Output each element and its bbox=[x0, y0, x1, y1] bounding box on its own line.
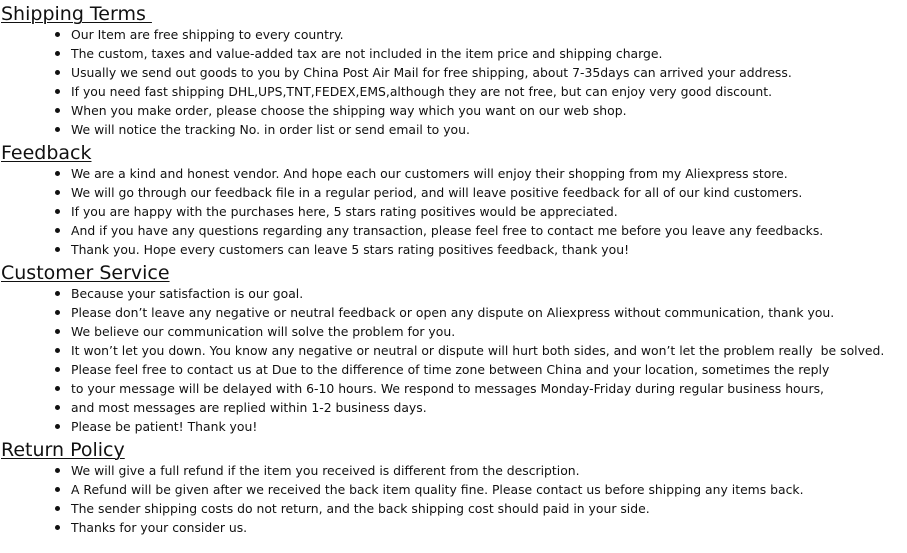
list-item-text: Thanks for your consider us. bbox=[71, 520, 248, 535]
bullet-icon bbox=[55, 506, 60, 511]
bullet-icon bbox=[55, 70, 60, 75]
list-item bbox=[0, 101, 907, 120]
list-item-text: Thank you. Hope every customers can leave 5 stars rating positives feedback, thank you! bbox=[71, 242, 630, 257]
list-item bbox=[0, 379, 907, 398]
return-policy-list bbox=[0, 461, 907, 537]
list-item bbox=[0, 518, 907, 537]
list-item-text: Our Item are free shipping to every country. bbox=[71, 27, 344, 42]
bullet-icon bbox=[55, 89, 60, 94]
section-shipping-terms bbox=[0, 3, 907, 139]
section-customer-service bbox=[0, 262, 907, 436]
list-item bbox=[0, 44, 907, 63]
bullet-icon bbox=[55, 468, 60, 473]
list-item-text: We will notice the tracking No. in order list or send email to you. bbox=[71, 122, 470, 137]
bullet-icon bbox=[55, 228, 60, 233]
list-item-text: Usually we send out goods to you by China Post Air Mail for free shipping, about 7-35days can arrived your address. bbox=[71, 65, 792, 80]
list-item bbox=[0, 461, 907, 480]
list-item-text: Please be patient! Thank you! bbox=[71, 419, 258, 434]
list-item bbox=[0, 25, 907, 44]
bullet-icon bbox=[55, 209, 60, 214]
bullet-icon bbox=[55, 127, 60, 132]
bullet-icon bbox=[55, 171, 60, 176]
list-item-text: We will go through our feedback file in a regular period, and will leave positive feedback for all of our kind customers. bbox=[71, 185, 803, 200]
list-item-text: Because your satisfaction is our goal. bbox=[71, 286, 304, 301]
list-item bbox=[0, 322, 907, 341]
list-item-text: The custom, taxes and value-added tax are not included in the item price and shipping charge. bbox=[71, 46, 663, 61]
bullet-icon bbox=[55, 51, 60, 56]
list-item-text: Please don’t leave any negative or neutral feedback or open any dispute on Aliexpress without communication, thank you. bbox=[71, 305, 835, 320]
list-item bbox=[0, 284, 907, 303]
section-title-customer-service: Customer Service bbox=[1, 262, 170, 284]
bullet-icon bbox=[55, 487, 60, 492]
list-item-text: It won’t let you down. You know any negative or neutral or dispute will hurt both sides, and won’t let the problem really be solved. bbox=[71, 343, 885, 358]
list-item bbox=[0, 63, 907, 82]
list-item-text: If you need fast shipping DHL,UPS,TNT,FEDEX,EMS,although they are not free, but can enjoy very good discount. bbox=[71, 84, 773, 99]
section-return-policy bbox=[0, 439, 907, 537]
bullet-icon bbox=[55, 108, 60, 113]
bullet-icon bbox=[55, 291, 60, 296]
list-item-text: And if you have any questions regarding any transaction, please feel free to contact me before you leave any feedbacks. bbox=[71, 223, 824, 238]
customer-service-list bbox=[0, 284, 907, 436]
list-item bbox=[0, 202, 907, 221]
bullet-icon bbox=[55, 367, 60, 372]
list-item bbox=[0, 499, 907, 518]
list-item bbox=[0, 240, 907, 259]
list-item-text: Please feel free to contact us at Due to the difference of time zone between China and your location, sometimes the reply bbox=[71, 362, 830, 377]
list-item-text: and most messages are replied within 1-2 business days. bbox=[71, 400, 427, 415]
list-item bbox=[0, 341, 907, 360]
bullet-icon bbox=[55, 190, 60, 195]
list-item-text: When you make order, please choose the shipping way which you want on our web shop. bbox=[71, 103, 627, 118]
list-item bbox=[0, 303, 907, 322]
list-item-text: to your message will be delayed with 6-10 hours. We respond to messages Monday-Friday during regular business hours, bbox=[71, 381, 824, 396]
list-item bbox=[0, 164, 907, 183]
shipping-terms-list bbox=[0, 25, 907, 139]
list-item bbox=[0, 120, 907, 139]
bullet-icon bbox=[55, 310, 60, 315]
bullet-icon bbox=[55, 424, 60, 429]
section-title-return-policy: Return Policy bbox=[1, 439, 125, 461]
list-item bbox=[0, 417, 907, 436]
list-item-text: The sender shipping costs do not return, and the back shipping cost should paid in your side. bbox=[71, 501, 650, 516]
list-item bbox=[0, 480, 907, 499]
list-item bbox=[0, 183, 907, 202]
list-item-text: If you are happy with the purchases here, 5 stars rating positives would be appreciated. bbox=[71, 204, 618, 219]
bullet-icon bbox=[55, 525, 60, 530]
list-item bbox=[0, 82, 907, 101]
bullet-icon bbox=[55, 329, 60, 334]
list-item bbox=[0, 360, 907, 379]
section-title-shipping-terms: Shipping Terms bbox=[1, 3, 152, 25]
list-item-text: A Refund will be given after we received the back item quality fine. Please contact us before shipping any items back. bbox=[71, 482, 804, 497]
list-item bbox=[0, 221, 907, 240]
feedback-list bbox=[0, 164, 907, 259]
list-item bbox=[0, 398, 907, 417]
bullet-icon bbox=[55, 386, 60, 391]
list-item-text: We will give a full refund if the item you received is different from the description. bbox=[71, 463, 580, 478]
section-title-feedback: Feedback bbox=[1, 142, 92, 164]
bullet-icon bbox=[55, 405, 60, 410]
section-feedback bbox=[0, 142, 907, 259]
bullet-icon bbox=[55, 32, 60, 37]
list-item-text: We believe our communication will solve the problem for you. bbox=[71, 324, 456, 339]
bullet-icon bbox=[55, 348, 60, 353]
bullet-icon bbox=[55, 247, 60, 252]
list-item-text: We are a kind and honest vendor. And hope each our customers will enjoy their shopping from my Aliexpress store. bbox=[71, 166, 788, 181]
